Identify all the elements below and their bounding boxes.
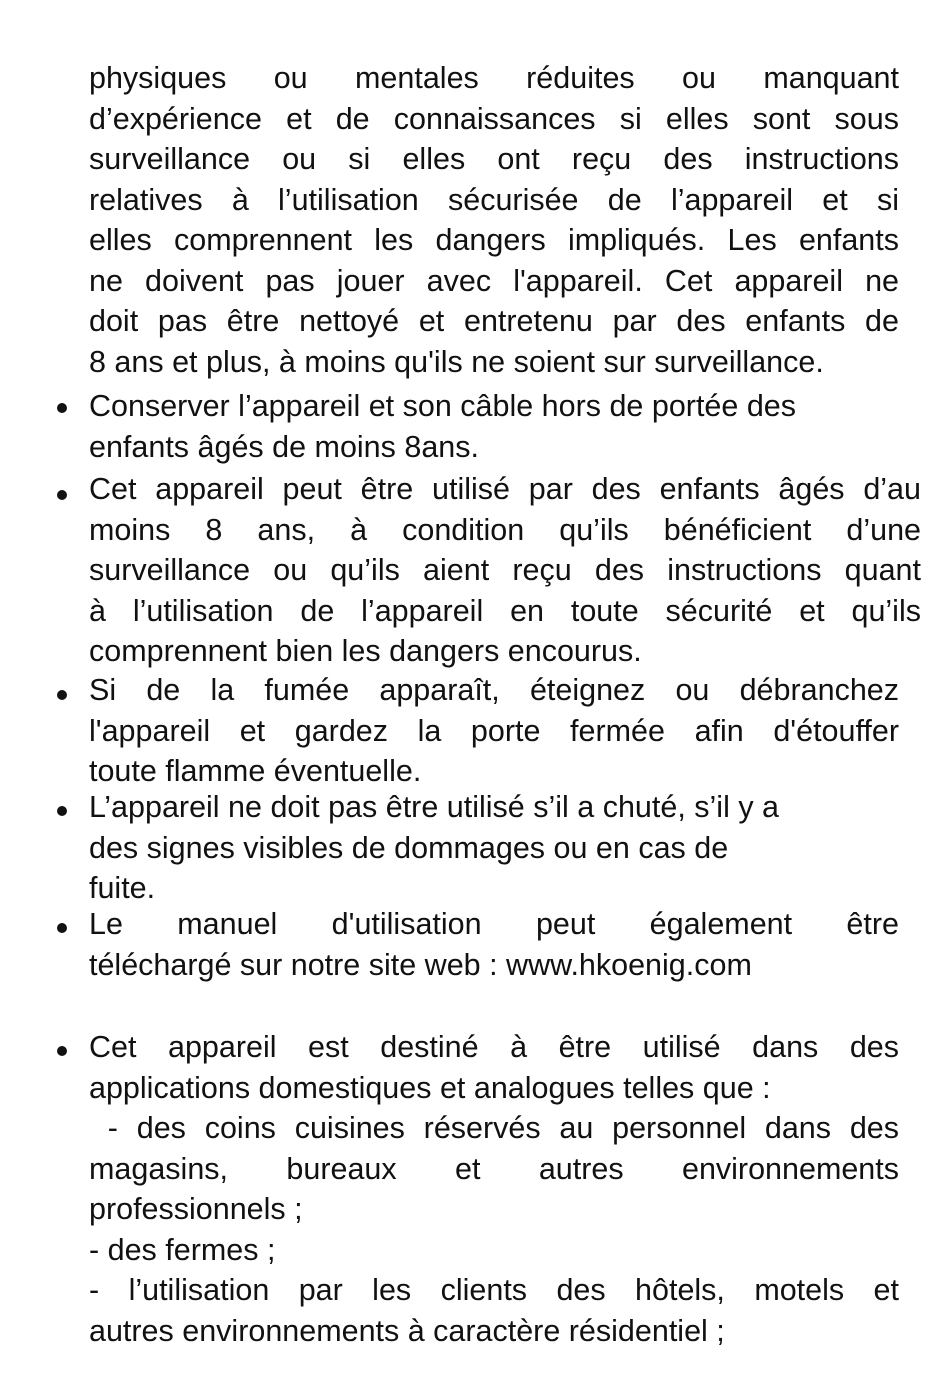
text-line: surveillance ou qu’ils aient reçu des instructions quant [89, 553, 921, 587]
text-line: toute flamme éventuelle. [89, 754, 422, 788]
text-line: d’expérience et de connaissances si elles sont sous [89, 101, 899, 136]
bullet-dot-icon [57, 1046, 67, 1056]
text-line: comprennent bien les dangers encourus. [89, 634, 642, 668]
text-line: fuite. [89, 871, 156, 905]
text-line: elles comprennent les dangers impliqués. Les enfants [89, 223, 899, 257]
text-line: magasins, bureaux et autres environnements [89, 1151, 899, 1186]
text-line: - l’utilisation par les clients des hôtels, motels et [89, 1273, 899, 1307]
text-line: Le manuel d'utilisation peut également être [89, 907, 899, 941]
text-line: applications domestiques et analogues telles que : [89, 1070, 771, 1105]
bullet-dot-icon [57, 690, 67, 700]
text-line: professionnels ; [89, 1192, 303, 1226]
text-line: Cet appareil peut être utilisé par des enfants âgés d’au [89, 472, 921, 506]
text-line: - des coins cuisines réservés au personnel dans des [89, 1111, 899, 1145]
bullet-item-cable [89, 386, 899, 467]
text-line: Conserver l’appareil et son câble hors de portée des [89, 389, 796, 423]
text-line: ne doivent pas jouer avec l'appareil. Cet appareil ne [89, 263, 899, 298]
bullet-dot-icon [57, 490, 67, 500]
text-line: Si de la fumée apparaît, éteignez ou débranchez [89, 673, 899, 707]
text-line: autres environnements à caractère résidentiel ; [89, 1313, 725, 1348]
bullet-item-smoke [89, 670, 899, 792]
text-line: moins 8 ans, à condition qu’ils bénéficient d’une [89, 512, 921, 547]
text-line: surveillance ou si elles ont reçu des instructions [89, 142, 899, 176]
text-line: l'appareil et gardez la porte fermée afin d'étouffer [89, 713, 899, 748]
text-line: enfants âgés de moins 8ans. [89, 429, 479, 464]
text-line: Cet appareil est destiné à être utilisé dans des [89, 1030, 899, 1064]
bullet-item-children [89, 469, 921, 672]
text-line: - des fermes ; [89, 1232, 276, 1267]
bullet-item-manual [89, 904, 899, 985]
text-line: à l’utilisation de l’appareil en toute sécurité et qu’ils [89, 593, 921, 628]
bullet-item-domestic-use [89, 1027, 899, 1351]
text-line: physiques ou mentales réduites ou manquant [89, 61, 899, 95]
text-line: des signes visibles de dommages ou en cas de [89, 830, 729, 865]
bullet-dot-icon [57, 806, 67, 816]
text-line: L’appareil ne doit pas être utilisé s’il a chuté, s’il y a [89, 790, 780, 824]
text-line: relatives à l’utilisation sécurisée de l’appareil et si [89, 182, 899, 217]
text-line: téléchargé sur notre site web : www.hkoenig.com [89, 947, 752, 982]
bullet-item-damage [89, 787, 899, 909]
bullet-dot-icon [57, 923, 67, 933]
continuation-paragraph [89, 58, 899, 382]
text-line: doit pas être nettoyé et entretenu par des enfants de [89, 304, 899, 338]
text-line: 8 ans et plus, à moins qu'ils ne soient sur surveillance. [89, 344, 824, 379]
bullet-dot-icon [57, 403, 67, 413]
